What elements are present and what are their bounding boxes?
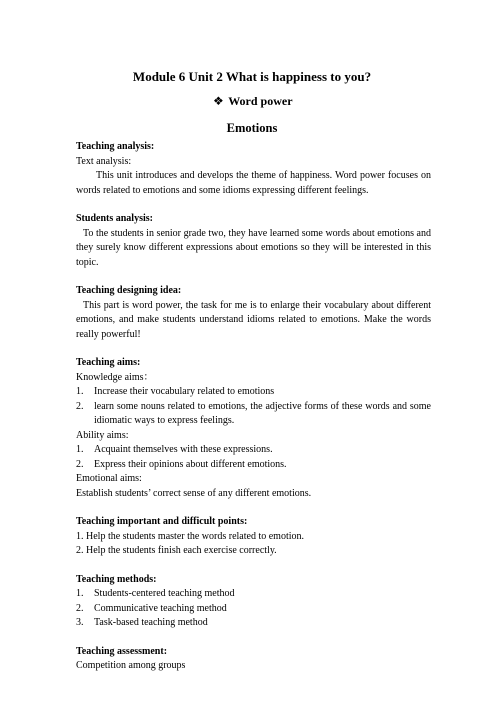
- subtitle-text: Word power: [228, 94, 293, 108]
- teaching-aims-heading: Teaching aims:: [76, 357, 141, 368]
- teaching-methods-heading: Teaching methods:: [76, 573, 157, 585]
- designing-idea-paragraph: This part is word power, the task for me is to enlarge their vocabulary about different emotions, and make students understand idioms related to emotions. Make the words really powerful!: [76, 299, 431, 340]
- list-item: 2. Express their opinions about different emotions.: [76, 458, 287, 470]
- text-analysis-label: Text analysis:: [76, 155, 132, 167]
- list-item: 1. Students-centered teaching method: [76, 588, 235, 599]
- section-title: Emotions: [226, 121, 278, 135]
- emotional-aims-label: Emotional aims:: [76, 473, 142, 484]
- teaching-assessment-text: Competition among groups: [76, 660, 186, 671]
- list-item: 2. learn some nouns related to emotions, the adjective forms of these words and some idiomatic ways to express feelings.: [76, 400, 431, 426]
- list-item: 2. Help the students finish each exercise correctly.: [76, 545, 277, 556]
- knowledge-aims-label: Knowledge aims：: [76, 371, 154, 383]
- teaching-analysis-heading: Teaching analysis:: [76, 141, 155, 152]
- text-analysis-paragraph: This unit introduces and develops the theme of happiness. Word power focuses on words related to emotions and some idioms expressing different feelings.: [76, 170, 431, 196]
- emotional-aims-text: Establish students’ correct sense of any different emotions.: [76, 487, 312, 499]
- list-item: 1. Help the students master the words related to emotion.: [76, 530, 305, 542]
- designing-idea-heading: Teaching designing idea:: [76, 285, 182, 296]
- students-analysis-paragraph: To the students in senior grade two, they have learned some words about emotions and they surely know different expressions about emotions so they will be interested in this topic.: [76, 227, 431, 268]
- diamond-bullet-icon: ❖: [213, 94, 224, 108]
- list-item: 1. Acquaint themselves with these expressions.: [76, 444, 273, 455]
- document-body: [76, 140, 431, 674]
- list-item: 1. Increase their vocabulary related to emotions: [76, 386, 275, 397]
- ability-aims-label: Ability aims:: [76, 429, 129, 441]
- teaching-assessment-heading: Teaching assessment:: [76, 645, 168, 657]
- document-title: Module 6 Unit 2 What is happiness to you?: [132, 69, 372, 84]
- students-analysis-heading: Students analysis:: [76, 213, 153, 224]
- list-item: 2. Communicative teaching method: [76, 602, 227, 614]
- subtitle: [0, 94, 504, 109]
- list-item: 3. Task-based teaching method: [76, 617, 208, 628]
- important-points-heading: Teaching important and difficult points:: [76, 516, 248, 527]
